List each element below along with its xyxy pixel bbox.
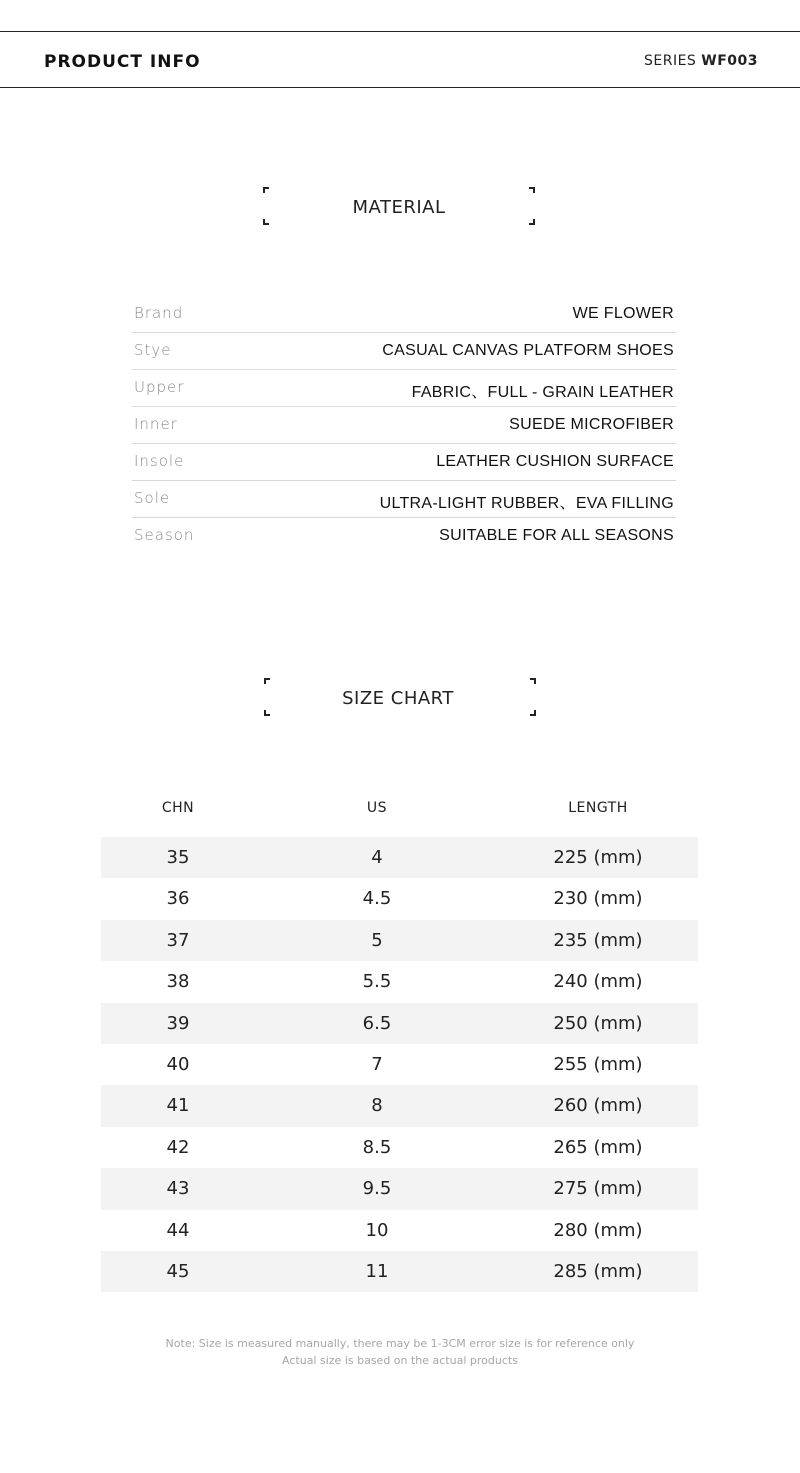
- cell-chn: 38: [166, 971, 190, 993]
- table-row: [101, 878, 698, 919]
- corner-bracket-icon: [264, 710, 270, 716]
- cell-us: 9.5: [362, 1178, 392, 1200]
- spec-label: Season: [134, 526, 195, 544]
- spec-row-insole: [132, 444, 676, 481]
- cell-us: 5: [371, 929, 383, 951]
- table-row: [101, 1168, 698, 1209]
- spec-label: Stye: [134, 341, 172, 359]
- spec-row-season: [132, 518, 676, 555]
- cell-chn: 42: [166, 1136, 190, 1158]
- spec-row-sole: [132, 481, 676, 518]
- material-heading-text: MATERIAL: [352, 197, 446, 218]
- cell-chn: 39: [166, 1012, 190, 1034]
- corner-bracket-icon: [263, 219, 269, 225]
- spec-label: Upper: [134, 378, 185, 396]
- spec-row-style: [132, 333, 676, 370]
- cell-length: 265 (mm): [553, 1136, 643, 1158]
- table-row: [101, 961, 698, 1002]
- column-header-us: US: [366, 800, 388, 816]
- corner-bracket-icon: [530, 678, 536, 684]
- spec-row-inner: [132, 407, 676, 444]
- spec-value: SUITABLE FOR ALL SEASONS: [439, 527, 674, 544]
- cell-length: 285 (mm): [553, 1260, 643, 1282]
- spec-value: SUEDE MICROFIBER: [509, 416, 674, 433]
- cell-chn: 44: [166, 1219, 190, 1241]
- cell-length: 255 (mm): [553, 1053, 643, 1075]
- cell-length: 280 (mm): [553, 1219, 643, 1241]
- cell-chn: 40: [166, 1053, 190, 1075]
- spec-label: Insole: [134, 452, 185, 470]
- cell-length: 275 (mm): [553, 1178, 643, 1200]
- corner-bracket-icon: [530, 710, 536, 716]
- spec-label: Sole: [134, 489, 171, 507]
- spec-value: ULTRA-LIGHT RUBBER、EVA FILLING: [379, 495, 674, 512]
- spec-row-upper: [132, 370, 676, 407]
- cell-length: 230 (mm): [553, 888, 643, 910]
- corner-bracket-icon: [263, 187, 269, 193]
- table-row: [101, 1251, 698, 1292]
- series-code: WF003: [701, 53, 758, 69]
- column-header-length: LENGTH: [568, 800, 628, 816]
- corner-bracket-icon: [529, 187, 535, 193]
- cell-length: 260 (mm): [553, 1095, 643, 1117]
- cell-chn: 43: [166, 1178, 190, 1200]
- cell-chn: 36: [166, 888, 190, 910]
- spec-value: WE FLOWER: [572, 305, 674, 322]
- cell-us: 4.5: [362, 888, 392, 910]
- cell-length: 250 (mm): [553, 1012, 643, 1034]
- series-label: [644, 53, 758, 69]
- cell-us: 10: [365, 1219, 389, 1241]
- material-spec-table: [132, 296, 676, 555]
- cell-length: 235 (mm): [553, 929, 643, 951]
- cell-length: 225 (mm): [553, 847, 643, 868]
- size-chart-heading: [264, 678, 536, 716]
- material-heading: [263, 187, 535, 225]
- table-row: [101, 1085, 698, 1126]
- spec-label: Inner: [134, 415, 178, 433]
- spec-label: Brand: [134, 304, 184, 322]
- spec-value: CASUAL CANVAS PLATFORM SHOES: [382, 342, 674, 359]
- cell-chn: 41: [166, 1095, 190, 1117]
- spec-row-brand: [132, 296, 676, 333]
- header-bar: [0, 31, 800, 88]
- cell-us: 6.5: [362, 1012, 392, 1034]
- size-chart-heading-text: SIZE CHART: [342, 688, 454, 709]
- spec-value: FABRIC、FULL - GRAIN LEATHER: [411, 384, 674, 401]
- cell-length: 240 (mm): [553, 971, 643, 993]
- cell-us: 11: [365, 1260, 389, 1282]
- cell-chn: 35: [166, 847, 190, 868]
- table-row: [101, 920, 698, 961]
- note-line-2: Actual size is based on the actual products: [282, 1354, 518, 1367]
- spec-value: LEATHER CUSHION SURFACE: [436, 453, 674, 470]
- cell-us: 8: [371, 1095, 383, 1117]
- cell-us: 8.5: [362, 1136, 392, 1158]
- note-line-1: Note: Size is measured manually, there may be 1-3CM error size is for reference only: [165, 1337, 635, 1350]
- column-header-chn: CHN: [161, 800, 195, 816]
- cell-chn: 45: [166, 1260, 190, 1282]
- cell-us: 5.5: [362, 971, 392, 993]
- series-prefix: SERIES: [643, 53, 697, 69]
- table-row: [101, 1044, 698, 1085]
- size-chart-table: [101, 837, 698, 1292]
- table-row: [101, 1003, 698, 1044]
- corner-bracket-icon: [529, 219, 535, 225]
- corner-bracket-icon: [264, 678, 270, 684]
- table-row: [101, 1210, 698, 1251]
- table-row: [101, 837, 698, 878]
- table-row: [101, 1127, 698, 1168]
- size-table-header: [101, 800, 698, 824]
- cell-us: 7: [371, 1053, 383, 1075]
- cell-chn: 37: [166, 929, 190, 951]
- page-title: PRODUCT INFO: [44, 52, 201, 72]
- cell-us: 4: [371, 847, 383, 868]
